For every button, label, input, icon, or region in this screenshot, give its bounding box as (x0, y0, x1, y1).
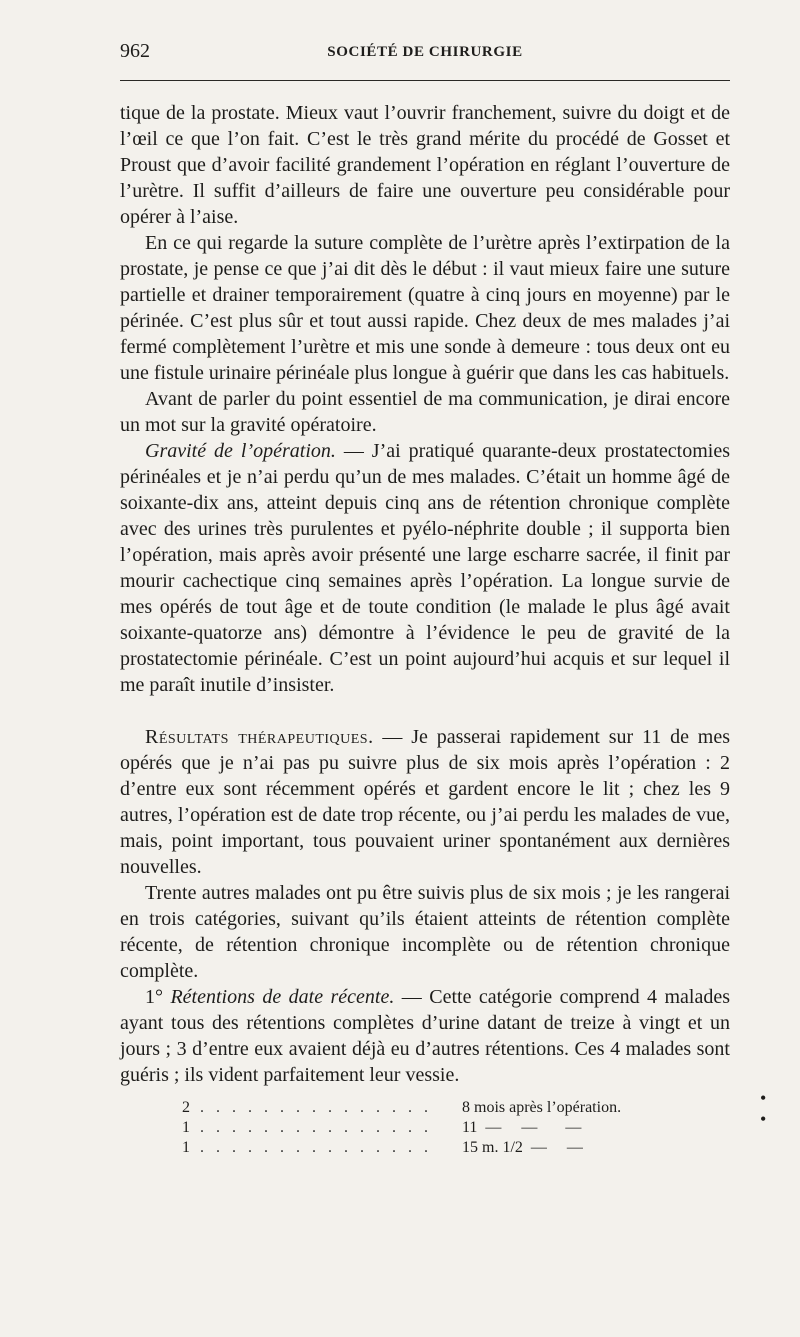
result-row (182, 1118, 662, 1138)
result-count: 1 (182, 1119, 190, 1136)
body-text (120, 100, 730, 1158)
page-number: 962 (120, 40, 150, 62)
running-head: SOCIÉTÉ DE CHIRURGIE (327, 44, 523, 60)
resultats-text: — Je passerai rapidement sur 11 de mes opérés que je n’ai pas pu suivre plus de six mois après l’opération : 2 d’entre eux sont récemment opérés et gardent encore le lit ; chez les 9 autres, l’opération est de date trop récente, ou j’ai perdu les malades de vue, mais, point important, tous pouvaient uriner spontanément aux dernières nouvelles. (120, 726, 730, 878)
categorie-text: — Cette catégorie comprend 4 malades ayant tous des rétentions complètes d’urine datant de treize à vingt et un jours ; 3 d’entre eux avaient déjà eu d’autres rétentions. Ces 4 malades sont guéris ; ils vident parfaitement leur vessie. (120, 986, 730, 1086)
result-duration: 15 m. 1/2 — — (462, 1139, 583, 1156)
categorie-number: 1° (145, 986, 163, 1008)
result-leader-dots: . . . . . . . . . . . . . . . (200, 1119, 432, 1136)
paragraph-categorie (120, 984, 730, 1088)
result-duration: 11 — — — (462, 1119, 582, 1136)
margin-dots: • • (760, 1088, 775, 1129)
resultats-heading: Résultats thérapeutiques. (145, 726, 374, 748)
paragraph-continuation: tique de la prostate. Mieux vaut l’ouvrir franchement, suivre du doigt et de l’œil ce que l’on fait. C’est le très grand mérite du procédé de Gosset et Proust que d’avoir facilité grandement l’opération en réglant l’ouverture de l’urètre. Il suffit d’ailleurs de faire une ouverture peu considérable pour opérer à l’aise. (120, 102, 730, 228)
header-rule (120, 80, 730, 81)
gravite-text: — J’ai pratiqué quarante-deux prostatectomies périnéales et je n’ai perdu qu’un de mes malades. C’était un homme âgé de soixante-dix ans, atteint depuis cinq ans de rétention chronique complète avec des urines très purulentes et pyélo-néphrite double ; il supporta bien l’opération, mais après avoir présenté une large escharre sacrée, il finit par mourir cachectique cinq semaines après l’opération. La longue survie de mes opérés de tout âge et de toute condition (le malade le plus âgé avait soixante-quatorze ans) démontre à l’évidence le peu de gravité de la prostatectomie périnéale. C’est un point aujourd’hui acquis et sur lequel il me paraît inutile d’insister. (120, 440, 730, 696)
result-duration: 8 mois après l’opération. (462, 1099, 622, 1116)
page-header (120, 40, 730, 70)
result-leader-dots: . . . . . . . . . . . . . . . (200, 1099, 432, 1116)
result-row (182, 1098, 662, 1118)
paragraph-suture: En ce qui regarde la suture complète de l’urètre après l’extirpation de la prostate, je pense ce que j’ai dit dès le début : il vaut mieux faire une suture partielle et drainer temporairement (quatre à cinq jours en moyenne) par le périnée. C’est plus sûr et tout aussi rapide. Chez deux de mes malades j’ai fermé complètement l’urètre et mis une sonde à demeure : tous deux ont eu une fistule urinaire périnéale plus longue à guérir que dans les cas habituels. (120, 232, 730, 384)
result-row (182, 1138, 662, 1158)
paragraph-trente: Trente autres malades ont pu être suivis plus de six mois ; je les rangerai en trois catégories, suivant qu’ils étaient atteints de rétention complète récente, de rétention chronique incomplète ou de rétention chronique complète. (120, 882, 730, 982)
gravite-heading: Gravité de l’opération. (145, 440, 336, 462)
paragraph-gravite (120, 438, 730, 698)
result-count: 2 (182, 1099, 190, 1116)
paragraph-avant: Avant de parler du point essentiel de ma communication, je dirai encore un mot sur la gravité opératoire. (120, 388, 730, 436)
result-leader-dots: . . . . . . . . . . . . . . . (200, 1139, 432, 1156)
categorie-heading: Rétentions de date récente. (170, 986, 395, 1008)
result-count: 1 (182, 1139, 190, 1156)
results-list (182, 1098, 662, 1158)
paragraph-resultats (120, 724, 730, 880)
